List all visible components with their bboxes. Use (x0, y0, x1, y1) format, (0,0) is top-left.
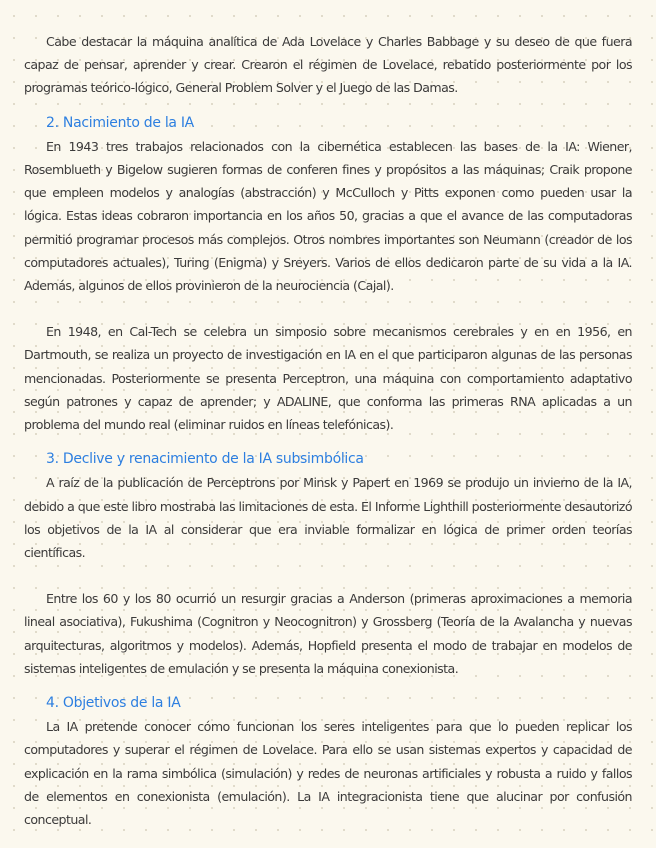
section-nacimiento (24, 112, 632, 437)
section-paragraph: En 1943 tres trabajos relacionados con la cibernética establecen las bases de la IA: Wiener, Rosemblueth y Bigelow sugieren formas de conferen fines y propósitos a las máquinas; Craik propone que empleen modelos y analogías (abstracción) y McCulloch y Pitts exponen como pueden usar la lógica. Estas ideas cobraron importancia en los años 50, gracias a que el avance de las computadoras permitió programar procesos más complejos. Otros nombres importantes son Neumann (creador de los computadores actuales), Turing (Enigma) y Sreyers. Varios de ellos dedicaron parte de su vida a la IA. Además, algunos de ellos provinieron de la neurociencia (Cajal). (24, 138, 632, 294)
spacer (24, 436, 632, 448)
section-heading: 2. Nacimiento de la IA (46, 114, 194, 131)
section-heading: 4. Objetivos de la IA (46, 695, 181, 712)
section-declive (24, 448, 632, 680)
section-paragraph: A raíz de la publicación de Perceptrons por Minsk y Papert en 1969 se produjo un invierno de la IA, debido a que este libro mostraba las limitaciones de esta. El Informe Lighthill posteriormente desautorizó los objetivos de la IA al considerar que era inviable formalizar en lógica de primer orden teorías científicas. (24, 475, 632, 561)
section-objetivos (24, 692, 632, 831)
section-paragraph: La IA pretende conocer cómo funcionan los seres inteligentes para que lo pueden replicar los computadores y superar el régimen de Lovelace. Para ello se usan sistemas expertos y capacidad de explicación en la rama simbólica (simulación) y redes de neuronas artificiales y robusta a ruido y fallos de elementos en conexionista (emulación). La IA integracionista tiene que alucinar por confusión conceptual. (24, 719, 632, 828)
section-paragraph: Entre los 60 y los 80 ocurrió un resurgir gracias a Anderson (primeras aproximaciones a memoria lineal asociativa), Fukushima (Cognitron y Neocognitron) y Grossberg (Teoría de la Avalancha y nuevas arquitecturas, algoritmos y modelos). Además, Hopfield presenta el modo de trabajar en modelos de sistemas inteligentes de emulación y se presenta la máquina conexionista. (24, 591, 632, 676)
section-heading: 3. Declive y renacimiento de la IA subsimbólica (46, 451, 364, 468)
spacer (24, 100, 632, 112)
intro-paragraph: Cabe destacar la máquina analítica de Ada Lovelace y Charles Babbage y su deseo de que fuera capaz de pensar, aprender y crear. Crearon el régimen de Lovelace, rebatido posteriormente por los programas teórico-lógico, General Problem Solver y el Juego de las Damas. (24, 34, 632, 96)
spacer (24, 680, 632, 692)
paragraph-spacer (24, 564, 632, 587)
section-paragraph: En 1948, en Cal-Tech se celebra un simposio sobre mecanismos cerebrales y en en 1956, en Dartmouth, se realiza un proyecto de investigación en IA en el que participaron algunas de las personas mencionadas. Posteriormente se presenta Perceptron, una máquina con comportamiento adaptativo según patrones y capaz de aprender; y ADALINE, que conforma las primeras RNA aplicadas a un problema del mundo real (eliminar ruidos en líneas telefónicas). (24, 324, 632, 433)
paragraph-spacer (24, 297, 632, 320)
